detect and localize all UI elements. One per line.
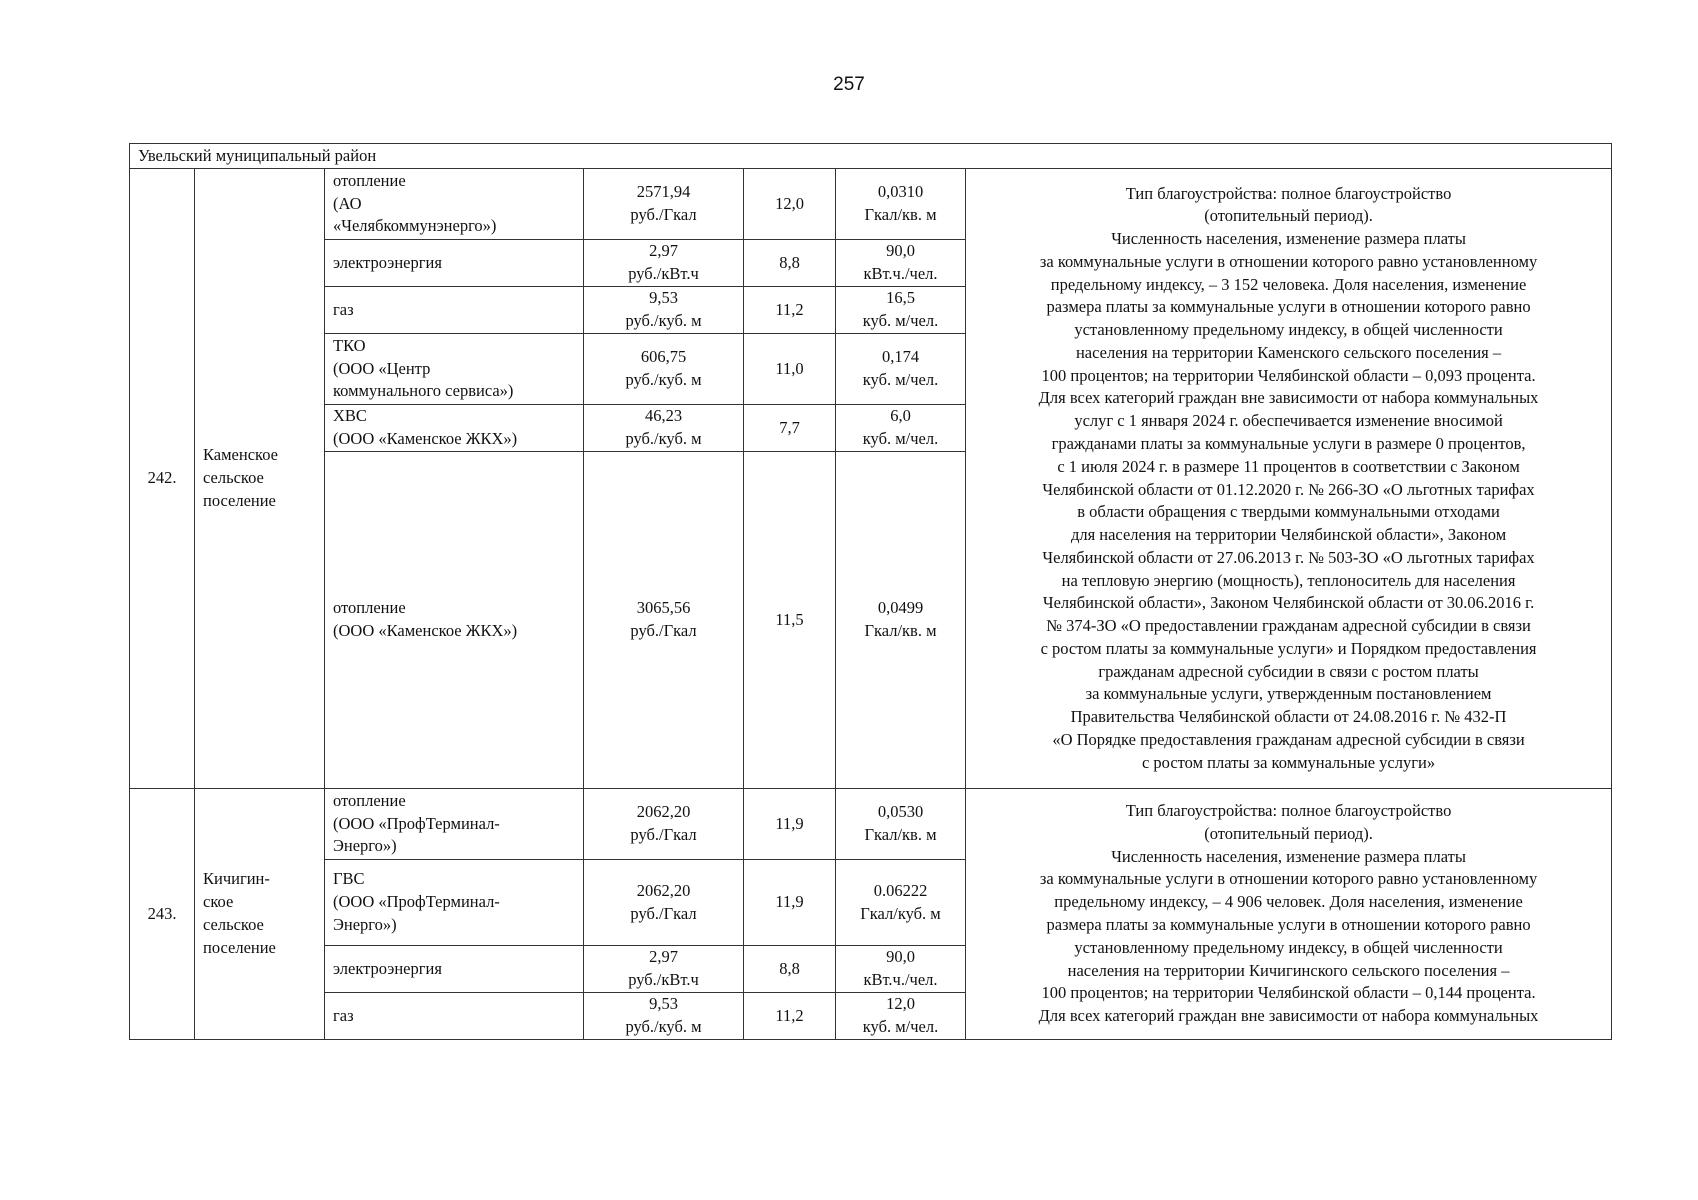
page-number: 257 (833, 74, 865, 95)
tariff-value: 2062,20 руб./Гкал (584, 860, 744, 946)
index-value: 12,0 (744, 169, 836, 240)
service-name: ХВС (ООО «Каменское ЖКХ») (325, 405, 584, 452)
tariff-value: 3065,56 руб./Гкал (584, 452, 744, 789)
norm-value: 6,0 куб. м/чел. (836, 405, 966, 452)
norm-value: 16,5 куб. м/чел. (836, 287, 966, 334)
table-row (130, 169, 1612, 240)
index-value: 11,2 (744, 287, 836, 334)
norm-value: 12,0 куб. м/чел. (836, 993, 966, 1040)
service-name: ГВС (ООО «ПрофТерминал- Энерго») (325, 860, 584, 946)
index-value: 11,9 (744, 860, 836, 946)
entry-note: Тип благоустройства: полное благоустройство (отопительный период). Численность населения, изменение размера платы за коммунальные услуги в отношении которого равно установленному предельному индексу, – 3 152 человека. Доля населения, изменение размера платы за коммунальные услуги в отношении которого равно установленному предельному индексу, в общей численности населения на территории Каменского сельского поселения – 100 процентов; на территории Челябинской области – 0,093 процента. Для всех категорий граждан вне зависимости от набора коммунальных услуг с 1 января 2024 г. обеспечивается изменение вносимой гражданами платы за коммунальные услуги в размере 0 процентов, с 1 июля 2024 г. в размере 11 процентов в соответствии с Законом Челябинской области от 01.12.2020 г. № 266-ЗО «О льготных тарифах в области обращения с твердыми коммунальными отходами для населения на территории Челябинской области», Законом Челябинской области от 27.06.2013 г. № 503-ЗО «О льготных тарифах на тепловую энергию (мощность), теплоноситель для населения Челябинской области», Законом Челябинской области от 30.06.2016 г. № 374-ЗО «О предоставлении гражданам адресной субсидии в связи с ростом платы за коммунальные услуги» и Порядком предоставления гражданам адресной субсидии в связи с ростом платы за коммунальные услуги, утвержденным постановлением Правительства Челябинской области от 24.08.2016 г. № 432-П «О Порядке предоставления гражданам адресной субсидии в связи с ростом платы за коммунальные услуги» (966, 169, 1612, 789)
tariff-table (129, 143, 1612, 1040)
norm-value: 90,0 кВт.ч./чел. (836, 240, 966, 287)
service-name: электроэнергия (325, 240, 584, 287)
tariff-value: 2062,20 руб./Гкал (584, 789, 744, 860)
service-name: отопление (ООО «Каменское ЖКХ») (325, 452, 584, 789)
service-name: электроэнергия (325, 946, 584, 993)
index-value: 11,9 (744, 789, 836, 860)
index-value: 8,8 (744, 240, 836, 287)
settlement-name: Кичигин- ское сельское поселение (195, 789, 325, 1040)
norm-value: 0,0530 Гкал/кв. м (836, 789, 966, 860)
settlement-name: Каменское сельское поселение (195, 169, 325, 789)
index-value: 7,7 (744, 405, 836, 452)
norm-value: 90,0 кВт.ч./чел. (836, 946, 966, 993)
norm-value: 0,0499 Гкал/кв. м (836, 452, 966, 789)
norm-value: 0,0310 Гкал/кв. м (836, 169, 966, 240)
tariff-value: 9,53 руб./куб. м (584, 287, 744, 334)
service-name: газ (325, 993, 584, 1040)
norm-value: 0.06222 Гкал/куб. м (836, 860, 966, 946)
tariff-value: 606,75 руб./куб. м (584, 334, 744, 405)
region-row (130, 144, 1612, 169)
tariff-value: 2,97 руб./кВт.ч (584, 240, 744, 287)
index-value: 11,5 (744, 452, 836, 789)
service-name: ТКО (ООО «Центр коммунального сервиса») (325, 334, 584, 405)
tariff-value: 46,23 руб./куб. м (584, 405, 744, 452)
index-value: 8,8 (744, 946, 836, 993)
service-name: отопление (АО «Челябкоммунэнерго») (325, 169, 584, 240)
entry-number: 243. (130, 789, 195, 1040)
tariff-value: 2,97 руб./кВт.ч (584, 946, 744, 993)
tariff-value: 9,53 руб./куб. м (584, 993, 744, 1040)
norm-value: 0,174 куб. м/чел. (836, 334, 966, 405)
service-name: газ (325, 287, 584, 334)
index-value: 11,2 (744, 993, 836, 1040)
entry-note: Тип благоустройства: полное благоустройство (отопительный период). Численность населения, изменение размера платы за коммунальные услуги в отношении которого равно установленному предельному индексу, – 4 906 человек. Доля населения, изменение размера платы за коммунальные услуги в отношении которого равно установленному предельному индексу, в общей численности населения на территории Кичигинского сельского поселения – 100 процентов; на территории Челябинской области – 0,144 процента. Для всех категорий граждан вне зависимости от набора коммунальных (966, 789, 1612, 1040)
table-row (130, 789, 1612, 860)
entry-number: 242. (130, 169, 195, 789)
region-name: Увельский муниципальный район (130, 144, 1612, 169)
tariff-value: 2571,94 руб./Гкал (584, 169, 744, 240)
service-name: отопление (ООО «ПрофТерминал- Энерго») (325, 789, 584, 860)
index-value: 11,0 (744, 334, 836, 405)
